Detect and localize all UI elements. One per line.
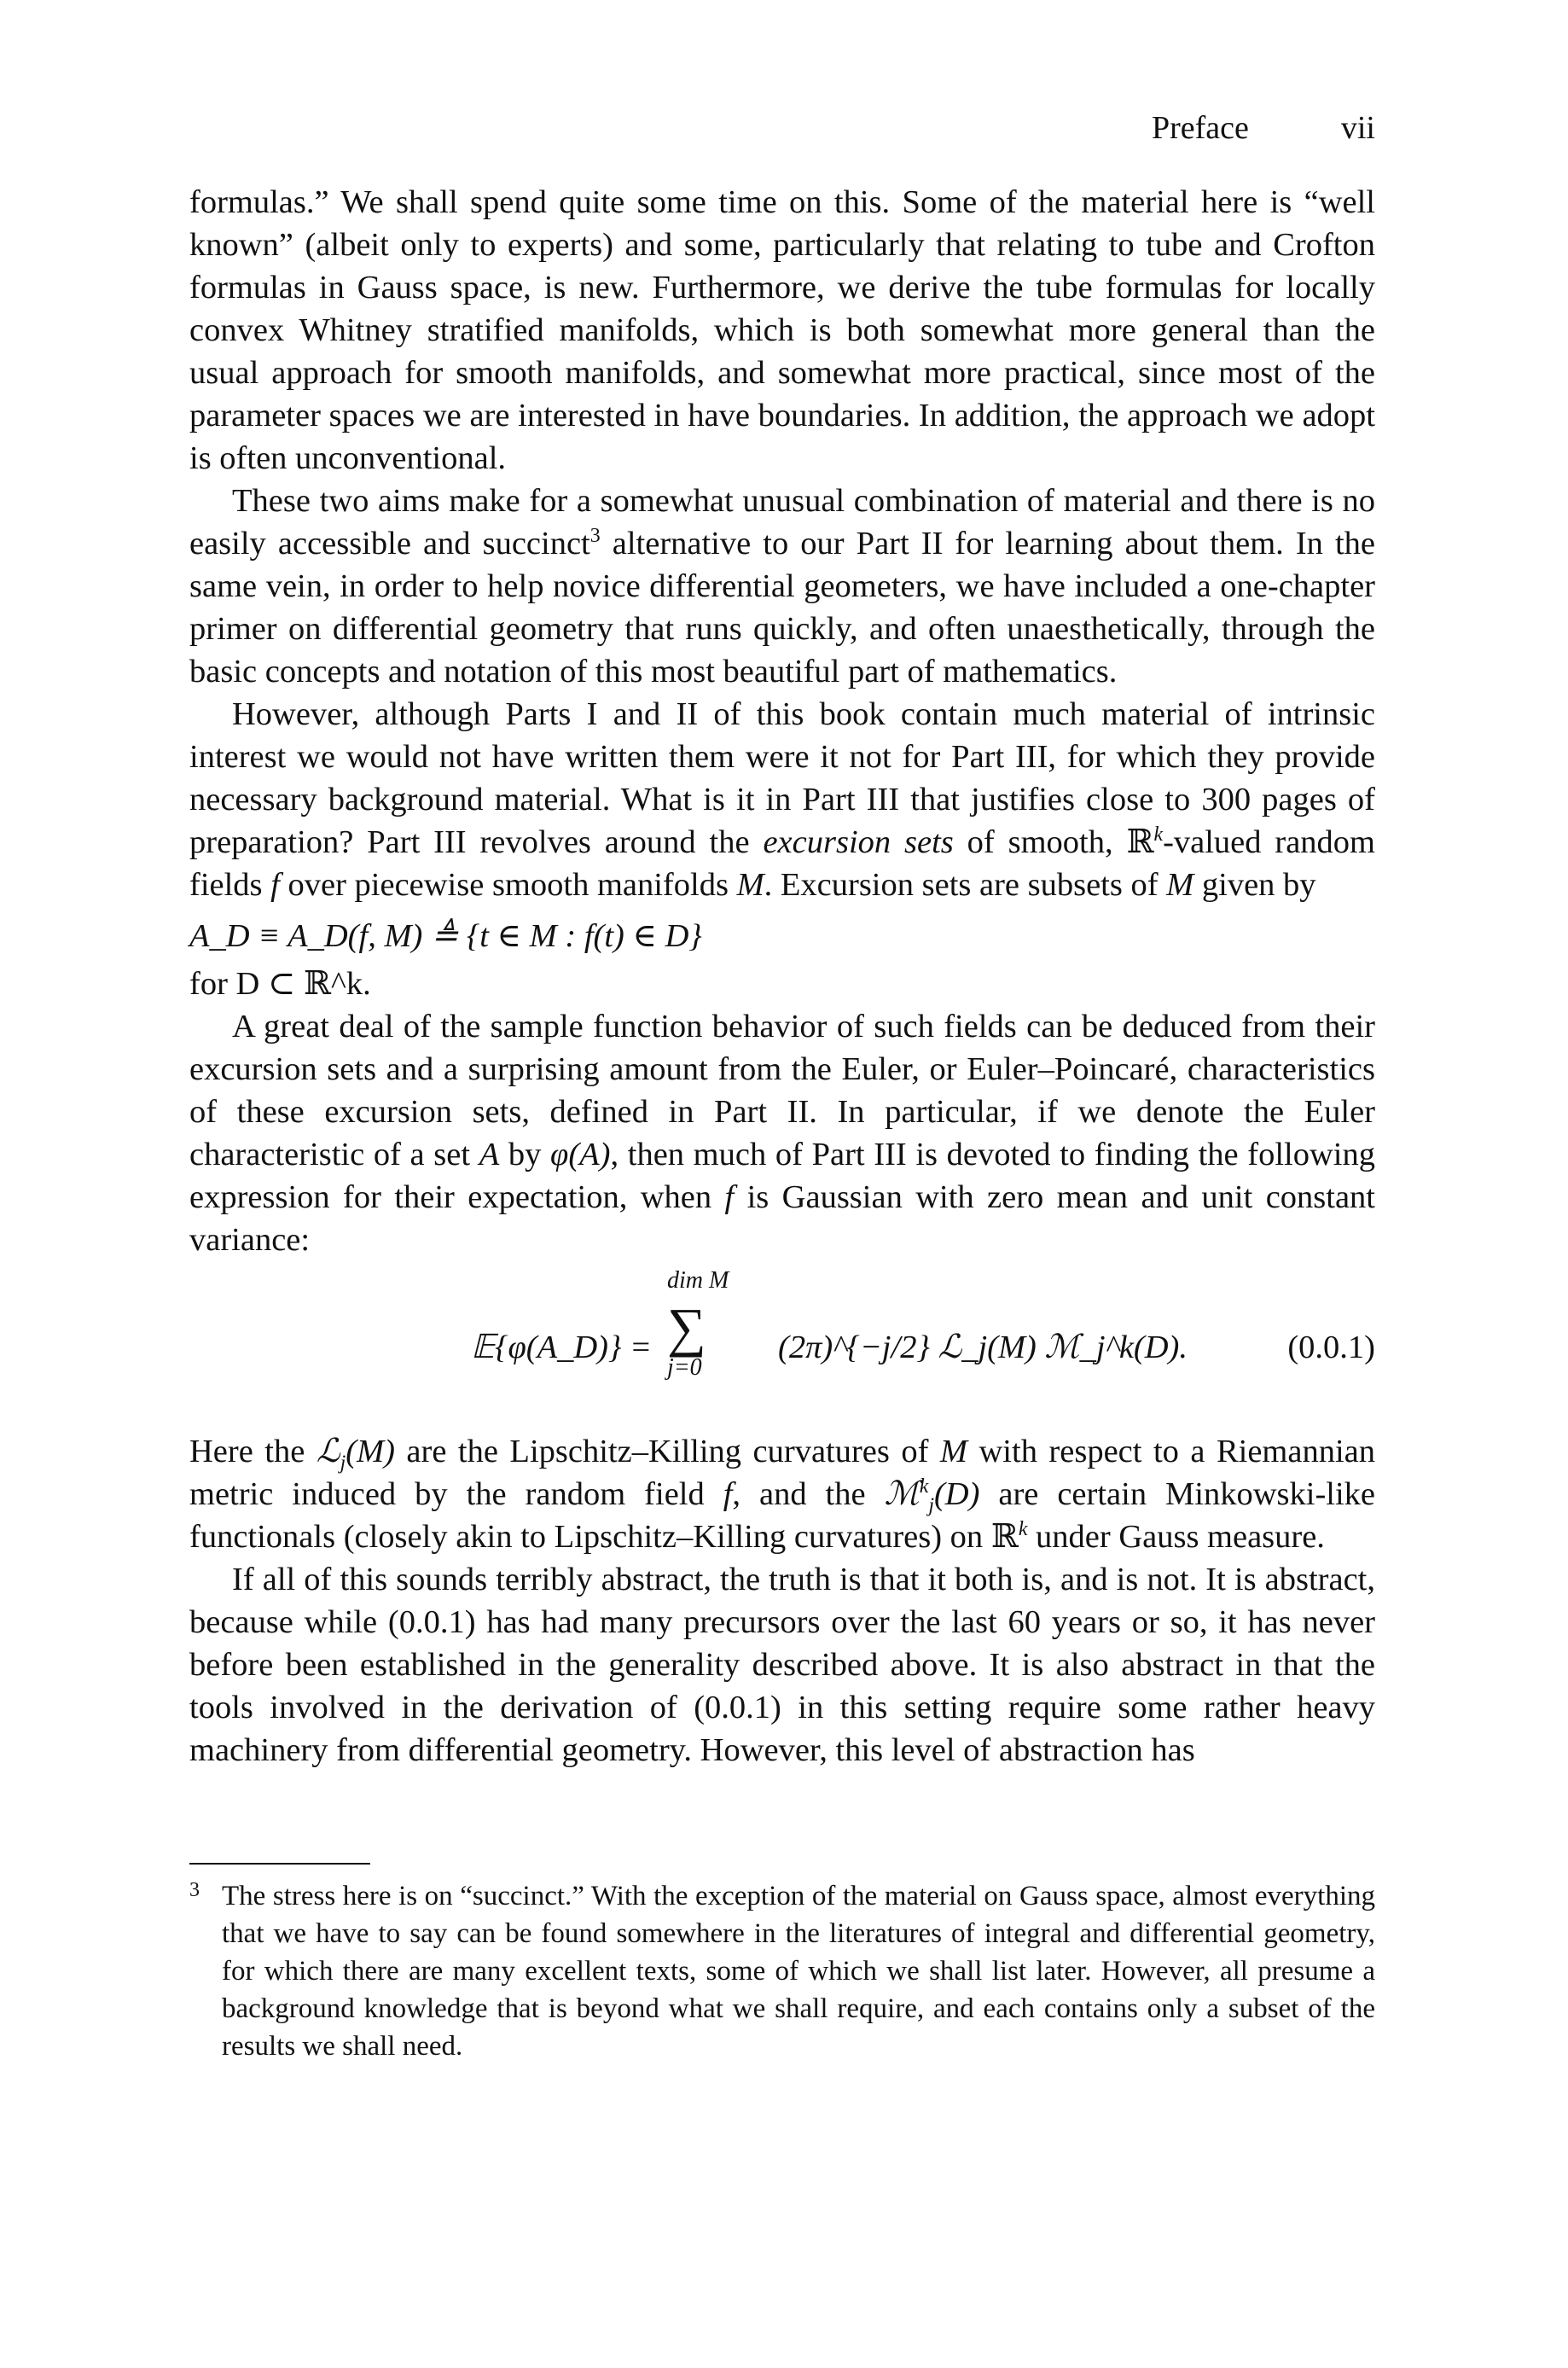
- running-header: [1152, 109, 1375, 150]
- footnote-divider: [189, 1863, 370, 1865]
- sum-lower-limit: j=0: [667, 1354, 702, 1381]
- paragraph-5: A great deal of the sample function behavior of such fields can be deduced from their excursion sets and a surprising amount from the Euler, or Euler–Poincaré, characteristics of these excursion sets, defined in Part II. In particular, if we denote the Euler characteristic of a set A by φ(A), then much of Part III is devoted to finding the following expression for their expectation, when f is Gaussian with zero mean and unit constant variance:: [189, 1009, 1376, 1258]
- paragraph-6: Here the ℒ$_j$(M) are the Lipschitz–Killing curvatures of M with respect to a Riemannian metric induced by the random field f, and the ℳ$^k_j$(D) are certain Minkowski-like functionals (closely akin to Lipschitz–Killing curvatures) on ℝ$^k$ under Gauss measure.: [189, 1434, 1376, 1555]
- footnote-mark: 3: [189, 1879, 200, 1901]
- sum-upper-limit: dim M: [667, 1267, 729, 1294]
- equation-number: (0.0.1): [1287, 1329, 1375, 1365]
- sigma-symbol: ∑: [667, 1297, 706, 1358]
- footnote-ref: 3: [589, 525, 601, 548]
- paragraph-3: However, although Parts I and II of this book contain much material of intrinsic interest we would not have written them were it not for Part III, for which they provide necessary background material. What is it in Part III that justifies close to 300 pages of preparation? Part III revolves around the excursion sets of smooth, ℝ$^k$-valued random fields f over piecewise smooth manifolds M. Excursion sets are subsets of M given by: [189, 696, 1375, 903]
- equation-rhs: (2π)^{−j/2} ℒ_j(M) ℳ_j^k(D).: [778, 1329, 1188, 1365]
- footnote-text: The stress here is on “succinct.” With the exception of the material on Gauss space, almost everything that we have to say can be found somewhere in the literatures of integral and differential geometry, for which there are many excellent texts, some of which we shall list later. However, all presume a background knowledge that is beyond what we shall require, and each contains only a subset of the results we shall need.: [222, 1881, 1375, 2062]
- paragraph-4: for D ⊂ ℝ^k.: [189, 966, 371, 1002]
- paragraph-2: These two aims make for a somewhat unusual combination of material and there is no easily accessible and succinct$^3$ alternative to our Part II for learning about them. In the same vein, in order to help novice differential geometers, we have included a one-chapter primer on differential geometry that runs quickly, and often unaesthetically, through the basic concepts and notation of this most beautiful part of mathematics.: [189, 483, 1375, 689]
- paragraph-1: formulas.” We shall spend quite some time on this. Some of the material here is “well known” (albeit only to experts) and some, particularly that relating to tube and Crofton formulas in Gauss space, is new. Furthermore, we derive the tube formulas for locally convex Whitney stratified manifolds, which is both somewhat more general than the usual approach for smooth manifolds, and somewhat more practical, since most of the parameter spaces we are interested in have boundaries. In addition, the approach we adopt is often unconventional.: [189, 184, 1375, 476]
- header-title: Preface: [1152, 110, 1249, 146]
- equation-0-0-1: [189, 1266, 1375, 1420]
- body-text: [189, 181, 1375, 1772]
- paragraph-7: If all of this sounds terribly abstract, the truth is that it both is, and is not. It is abstract, because while (0.0.1) has had many precursors over the last 60 years or so, it has never before been established in the generality described above. It is also abstract in that the tools involved in the derivation of (0.0.1) in this setting require some rather heavy machinery from differential geometry. However, this level of abstraction has: [189, 1562, 1375, 1768]
- footnote-3: [189, 1877, 1375, 2065]
- equation-lhs: 𝔼{φ(A_D)} =: [471, 1329, 652, 1365]
- page-number: vii: [1340, 110, 1375, 146]
- emphasis-excursion-sets: excursion sets: [763, 824, 954, 860]
- summation: [667, 1266, 769, 1382]
- display-equation-excursion-set: A_D ≡ A_D(f, M) ≜ {t ∈ M : f(t) ∈ D}: [189, 918, 702, 954]
